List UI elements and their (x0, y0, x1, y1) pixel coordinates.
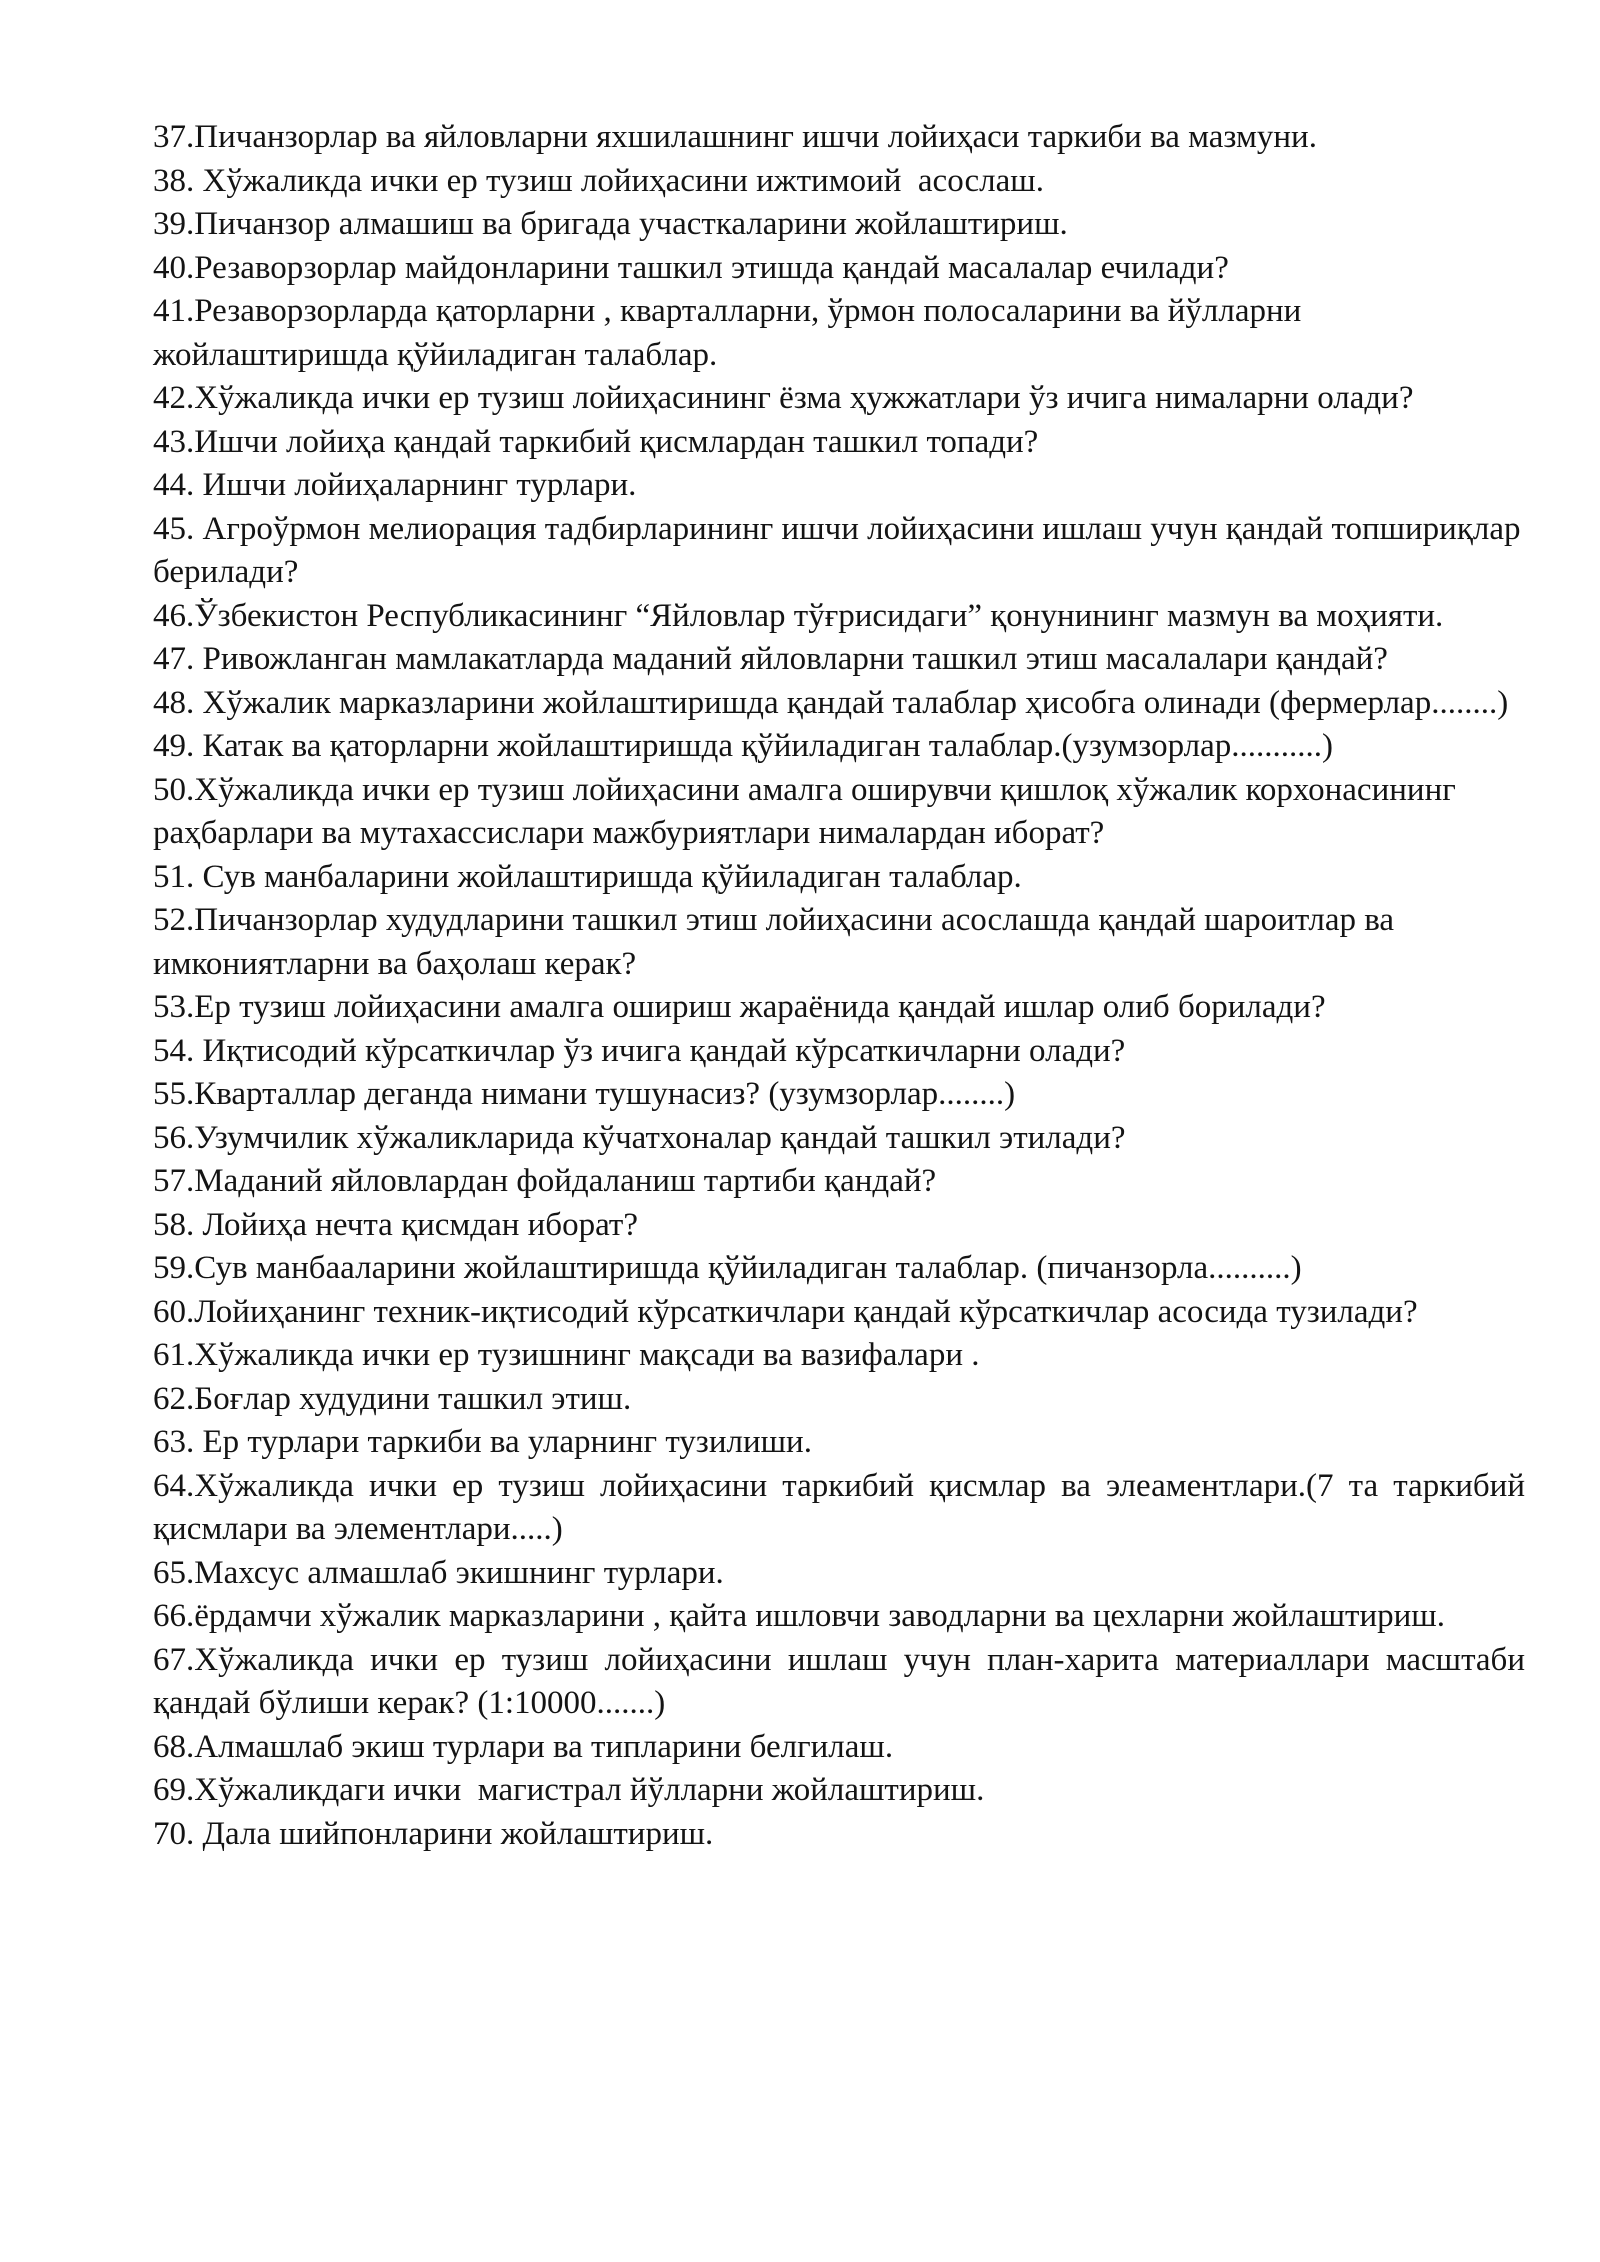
list-item: 54. Иқтисодий кўрсаткичлар ўз ичига қандай кўрсаткичларни олади? (153, 1032, 1126, 1069)
list-item: 59.Сув манбааларини жойлаштиришда қўйиладиган талаблар. (пичанзорла..........) (153, 1250, 1302, 1286)
list-item: 55.Кварталлар деганда нимани тушунасиз? (узумзорлар........) (153, 1076, 1016, 1112)
question-list (153, 116, 1534, 1856)
list-item: 57.Маданий яйловлардан фойдаланиш тартиби қандай? (153, 1163, 937, 1199)
list-item: 42.Хўжаликда ички ер тузиш лойиҳасининг ёзма ҳужжатлари ўз ичига нималарни олади? (153, 380, 1414, 416)
list-item: 69.Хўжаликдаги ички магистрал йўлларни жойлаштириш. (153, 1772, 985, 1808)
list-item: 66.ёрдамчи хўжалик марказларини , қайта ишловчи заводларни ва цехларни жойлаштириш. (153, 1598, 1445, 1634)
list-item: 67.Хўжаликда ички ер тузиш лойиҳасини ишлаш учун план-харита материаллари масштаби қандай бўлиши керак? (1:10000.......) (153, 1641, 1534, 1721)
list-item: 50.Хўжаликда ички ер тузиш лойиҳасини амалга оширувчи қишлоқ хўжалик корхонасининг раҳбарлари ва мутахассислари мажбуриятлари нималардан иборат? (153, 771, 1465, 851)
list-item: 37.Пичанзорлар ва яйловларни яхшилашнинг ишчи лойиҳаси таркиби ва мазмуни. (153, 119, 1317, 155)
list-item: 44. Ишчи лойиҳаларнинг турлари. (153, 467, 637, 503)
list-item: 61.Хўжаликда ички ер тузишнинг мақсади ва вазифалари . (153, 1337, 980, 1373)
list-item: 60.Лойиҳанинг техник-иқтисодий кўрсаткичлари қандай кўрсаткичлар асосида тузилади? (153, 1293, 1418, 1330)
list-item: 49. Катак ва қаторларни жойлаштиришда қўйиладиган талаблар.(узумзорлар...........) (153, 728, 1333, 764)
list-item: 41.Резаворзорларда қаторларни , кварталларни, ўрмон полосаларини ва йўлларни жойлаштиришда қўйиладиган талаблар. (153, 293, 1310, 373)
list-item: 56.Узумчилик хўжаликларида кўчатхоналар қандай ташкил этилади? (153, 1119, 1126, 1156)
list-item: 65.Махсус алмашлаб экишнинг турлари. (153, 1554, 724, 1591)
list-item: 53.Ер тузиш лойиҳасини амалга ошириш жараёнида қандай ишлар олиб борилади? (153, 989, 1326, 1025)
list-item: 48. Хўжалик марказларини жойлаштиришда қандай талаблар ҳисобга олинади (фермерлар........) (153, 684, 1509, 721)
list-item: 47. Ривожланган мамлакатларда маданий яйловларни ташкил этиш масалалари қандай? (153, 641, 1388, 677)
list-item: 68.Алмашлаб экиш турлари ва типларини белгилаш. (153, 1728, 894, 1765)
list-item: 38. Хўжаликда ички ер тузиш лойиҳасини ижтимоий асослаш. (153, 162, 1044, 199)
list-item: 52.Пичанзорлар худудларини ташкил этиш лойиҳасини асослашда қандай шароитлар ва имкониятларни ва баҳолаш керак? (153, 902, 1403, 982)
list-item: 40.Резаворзорлар майдонларини ташкил этишда қандай масалалар ечилади? (153, 249, 1229, 286)
list-item: 46.Ўзбекистон Республикасининг “Яйловлар тўғрисидаги” қонунининг мазмун ва моҳияти. (153, 597, 1444, 634)
list-item: 51. Сув манбаларини жойлаштиришда қўйиладиган талаблар. (153, 858, 1022, 895)
list-item: 45. Агроўрмон мелиорация тадбирларининг ишчи лойиҳасини ишлаш учун қандай топшириқлар берилади? (153, 510, 1529, 590)
list-item: 70. Дала шийпонларини жойлаштириш. (153, 1815, 714, 1852)
list-item: 58. Лойиҳа нечта қисмдан иборат? (153, 1206, 638, 1243)
list-item: 62.Боғлар худудини ташкил этиш. (153, 1380, 632, 1417)
list-item: 39.Пичанзор алмашиш ва бригада участкаларини жойлаштириш. (153, 206, 1068, 242)
list-item: 64.Хўжаликда ички ер тузиш лойиҳасини таркибий қисмлар ва элеаментлари.(7 та таркибий қисмлари ва элементлари.....) (153, 1467, 1534, 1547)
list-item: 43.Ишчи лойиҳа қандай таркибий қисмлардан ташкил топади? (153, 423, 1039, 460)
list-item: 63. Ер турлари таркиби ва уларнинг тузилиши. (153, 1424, 812, 1460)
